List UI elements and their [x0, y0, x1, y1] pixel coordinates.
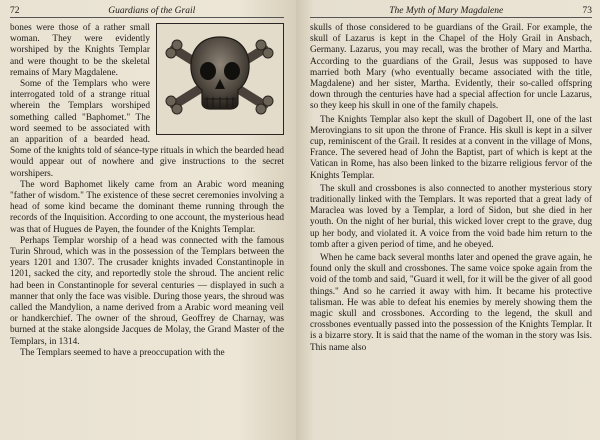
skull-and-crossbones-icon — [160, 27, 280, 131]
left-paragraph-2: Some of the Templars who were interrogated told of a strange ritual wherein the Templars worshiped something called "Baphomet." The word seemed to be associated with an apparition of a bearded head. Some of the knights told of séance-type rituals in which the bearded head would appear out of nowhere and give instructions to the secret worshipers. — [10, 79, 284, 179]
right-paragraph-3: The skull and crossbones is also connected to another mysterious story traditionally linked with the Templars. It was reported that a great lady of Maraclea was loved by a Templar, a lord of Sidon, but she died in her youth. On the night of her burial, this wicked lover crept to the grave, dug up her body, and violated it. A voice from the void bade him return to the tomb after a given period of time, and he obeyed. — [310, 183, 592, 250]
left-paragraph-4: Perhaps Templar worship of a head was connected with the famous Turin Shroud, which was in the possession of the Templars between the years 1201 and 1307. The crusader knights invaded Constantinople in 1201, sacked the city, and reportedly stole the shroud. The ancient relic had been in Constantinople for several centuries — displayed in such a manner that only the face was visible. During those years, the shroud was called the Mandylion, a name derived from a Arabic word meaning veil or handkerchief. The owner of the shroud, Geoffrey de Charnay, was burned at the stake alongside Jacques de Molay, the Grand Master of the Templars, in 1314. — [10, 235, 284, 347]
right-body-text — [310, 23, 592, 354]
right-page-number: 73 — [582, 6, 592, 16]
left-page-number: 72 — [10, 6, 20, 16]
skull-and-crossbones-figure — [156, 23, 284, 135]
right-paragraph-4: When he came back several months later and opened the grave again, he found only the skull and crossbones. The same voice spoke again from the void of the tomb and said, "Guard it well, for it will be the giver of all good things." And so he carried it away with him. It became his protective talisman. He was able to defeat his enemies by merely showing them the magic skull and crossbones. According to the legend, the skull and crossbones eventually passed into the possession of the Knights Templar. It is a bizarre story. It is said that the name of the woman in the story was Isis. This name also — [310, 253, 592, 353]
left-running-head — [10, 6, 284, 18]
right-page — [296, 0, 600, 440]
left-paragraph-1: bones were those of a rather small woman. They were evidently worshiped by the Knights Templar and were thought to be the skeletal remains of Mary Magdalene. — [10, 23, 150, 78]
right-running-title: The Myth of Mary Magdalene — [389, 6, 504, 16]
left-running-title: Guardians of the Grail — [108, 6, 196, 16]
left-body-text — [10, 23, 284, 359]
left-paragraph-5: The Templars seemed to have a preoccupation with the — [20, 347, 225, 358]
left-page — [0, 0, 296, 440]
right-paragraph-1: skulls of those considered to be guardians of the Grail. For example, the skull of Lazarus is kept in the Chapel of the Holy Grail in Ansbach, Germany. Lazarus, you may recall, was the brother of Mary and Martha. According to the guardians of the Grail, Jesus was supposed to have married both Mary (who eventually became associated with the title, Magdalene) and her sister, Martha. Evidently, their so-called offspring down through the centuries have had a special affection for uncle Lazarus, so they keep his skull in one of the family chapels. — [310, 23, 592, 112]
left-paragraph-3: The word Baphomet likely came from an Arabic word meaning "father of wisdom." The existence of these secret ceremonies involving a head of some kind became the dominant theme running through the records of the Inquisition. According to one account, the mysterious head was that of Hugues de Payen, the founder of the Knights Templar. — [10, 179, 284, 235]
right-running-head — [310, 6, 592, 18]
right-paragraph-2: The Knights Templar also kept the skull of Dagobert II, one of the last Merovingians to sit upon the throne of France. His skull is kept in a silver cup, reminiscent of the Grail. It resides at a convent in the village of Mons, France. The severed head of John the Baptist, part of which is kept at the Vatican in Rome, has also been linked to the bizarre religious fervor of the Knights Templar. — [310, 114, 592, 181]
